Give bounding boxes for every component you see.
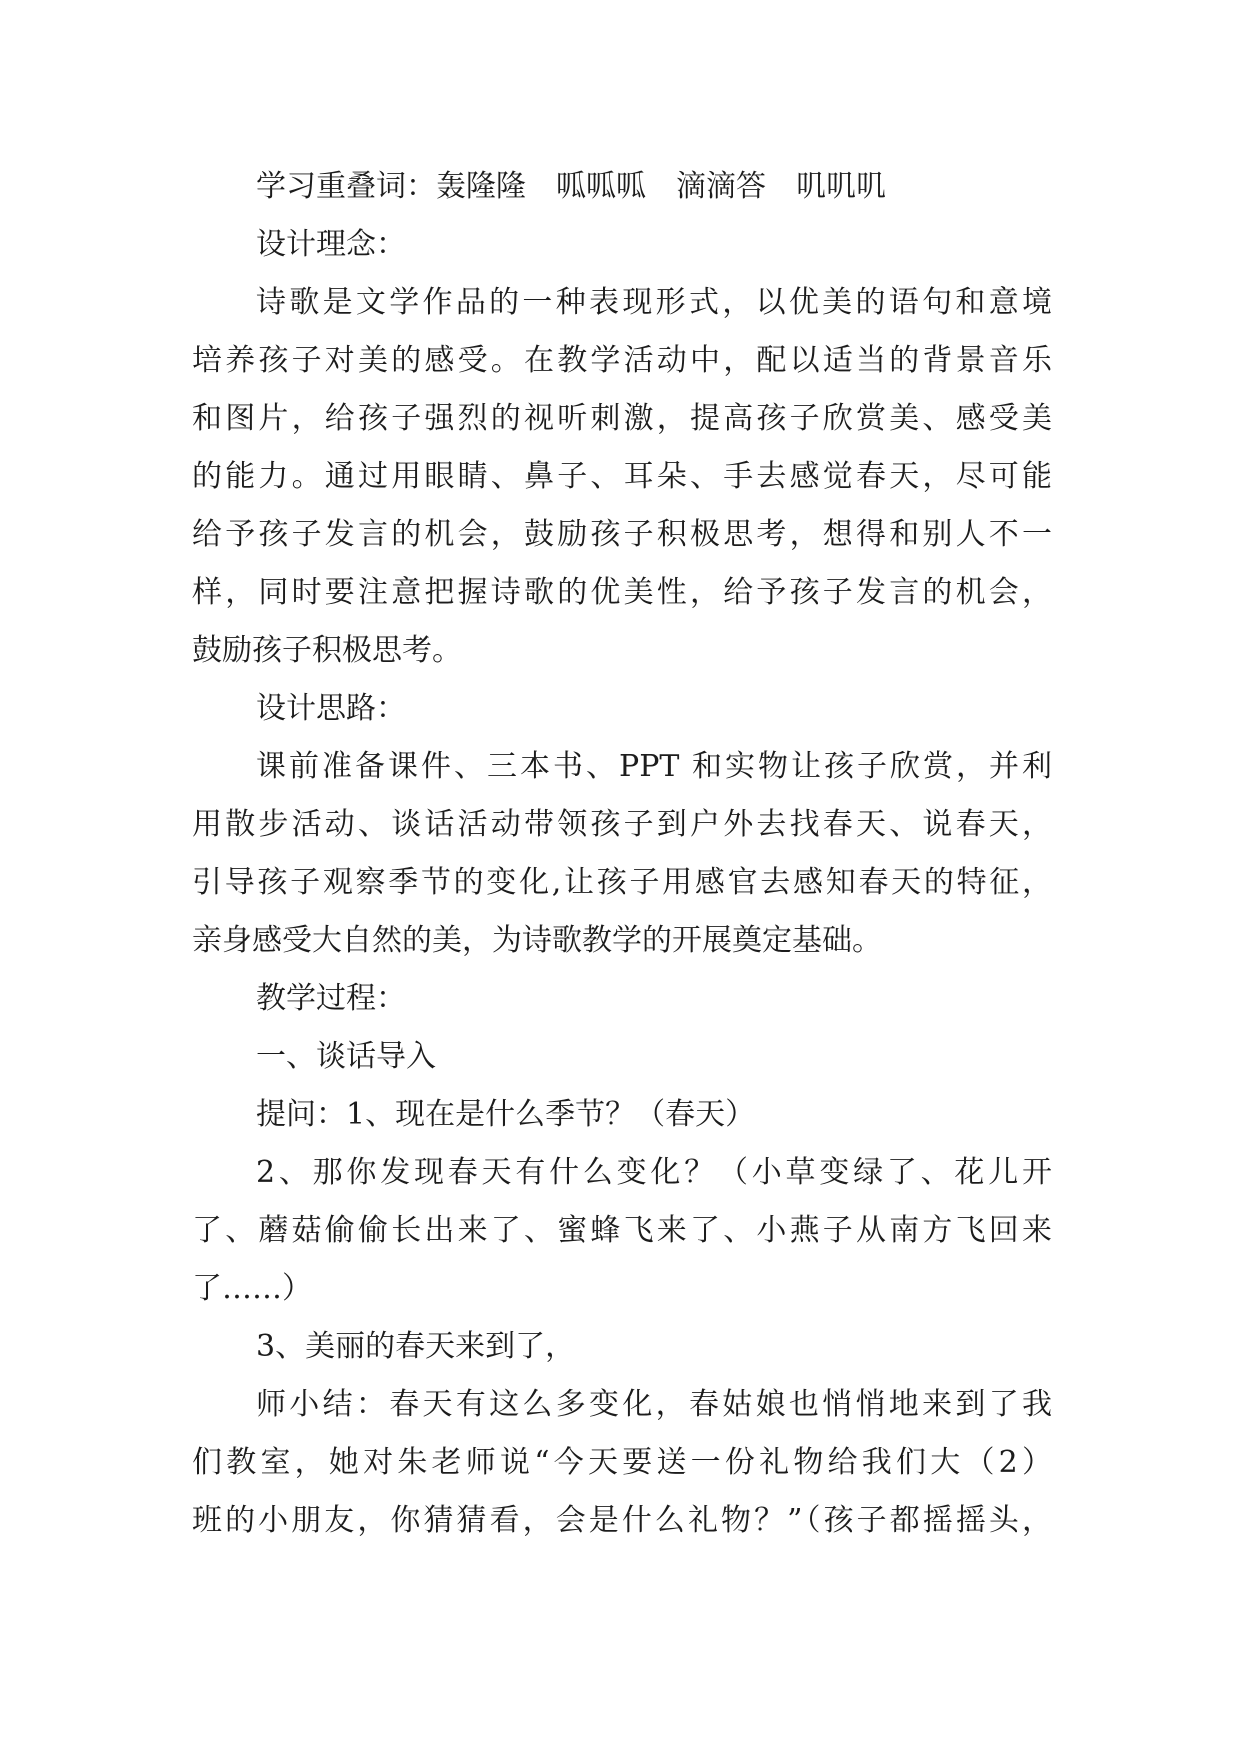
text-line: 诗歌是文学作品的一种表现形式，以优美的语句和意境 (256, 285, 1052, 320)
text-line: 鼓励孩子积极思考。 (192, 633, 462, 668)
text-line: 的能力。通过用眼睛、鼻子、耳朵、手去感觉春天，尽可能 (192, 459, 1052, 494)
text-line: 引导孩子观察季节的变化,让孩子用感官去感知春天的特征， (192, 865, 1052, 900)
text-line: 设计思路： (256, 691, 406, 726)
text-line: 班的小朋友，你猜猜看，会是什么礼物？”（孩子都摇摇头， (192, 1503, 1052, 1538)
text-line: 学习重叠词：轰隆隆 呱呱呱 滴滴答 叽叽叽 (256, 169, 886, 204)
text-line: 课前准备课件、三本书、PPT 和实物让孩子欣赏，并利 (256, 749, 1052, 784)
text-line: 教学过程： (256, 981, 406, 1016)
text-line: 提问：1、现在是什么季节？（春天） (256, 1097, 756, 1132)
text-line: 师小结：春天有这么多变化，春姑娘也悄悄地来到了我 (256, 1387, 1052, 1422)
text-line: 用散步活动、谈话活动带领孩子到户外去找春天、说春天， (192, 807, 1052, 842)
text-line: 样，同时要注意把握诗歌的优美性，给予孩子发言的机会， (192, 575, 1052, 610)
text-line: 给予孩子发言的机会，鼓励孩子积极思考，想得和别人不一 (192, 517, 1052, 552)
text-line: 设计理念： (256, 227, 406, 262)
text-line: 一、谈话导入 (256, 1039, 436, 1074)
text-line: 亲身感受大自然的美，为诗歌教学的开展奠定基础。 (192, 923, 882, 958)
document-body (192, 158, 1052, 1550)
text-line: 培养孩子对美的感受。在教学活动中，配以适当的背景音乐 (192, 343, 1052, 378)
text-line: 2、那你发现春天有什么变化？（小草变绿了、花儿开 (256, 1155, 1052, 1190)
text-line: 和图片，给孩子强烈的视听刺激，提高孩子欣赏美、感受美 (192, 401, 1052, 436)
text-line: 3、美丽的春天来到了， (256, 1329, 576, 1364)
text-line: 了……） (192, 1271, 312, 1306)
text-line: 了、蘑菇偷偷长出来了、蜜蜂飞来了、小燕子从南方飞回来 (192, 1213, 1052, 1248)
text-line: 们教室，她对朱老师说“今天要送一份礼物给我们大（2） (192, 1445, 1052, 1480)
